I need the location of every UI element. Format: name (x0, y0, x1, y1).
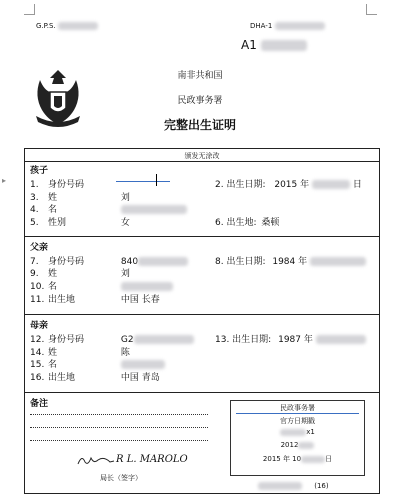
stamp-office: 民政事务署 (280, 404, 315, 412)
margin-arrow: ▸ (2, 176, 7, 185)
document-title: 完整出生证明 (163, 118, 236, 132)
father-givenname-row: 10. 名 (30, 279, 173, 292)
mother-surname-row: 14. 姓 陈 (30, 348, 130, 358)
child-birth-place: 6. 出生地: 桑顿 (215, 218, 280, 228)
stamp-code: x1 (230, 428, 365, 436)
page-corner-mark (24, 4, 35, 15)
stamp-date: 2015 年 10 日 (262, 455, 333, 463)
child-sex-row: 5. 性别 女 (30, 218, 130, 228)
signature-scribble (76, 452, 116, 468)
id-input-underline (116, 181, 170, 182)
stamp-year: 2012 (230, 441, 365, 449)
divider (24, 236, 380, 237)
remarks-line (30, 414, 208, 415)
remarks-line (30, 440, 208, 441)
remarks-section-title: 备注 (30, 399, 49, 409)
mother-birthplace-row: 16. 出生地 中国 青岛 (30, 373, 160, 383)
mother-section-title: 母亲 (30, 321, 49, 331)
serial-number: A1 (241, 38, 307, 52)
department-name: 民政事务署 (177, 96, 223, 106)
child-givenname-row: 4. 名 (30, 202, 187, 215)
mother-givenname-row: 15. 名 (30, 357, 165, 370)
table-heading: 颁发无涂改 (184, 152, 220, 160)
child-id-row: 1. 身份号码 (30, 180, 85, 190)
father-surname-row: 9. 姓 刘 (30, 269, 130, 279)
divider (24, 314, 380, 315)
father-birthplace-row: 11. 出生地 中国 长春 (30, 295, 160, 305)
text-cursor (156, 174, 157, 186)
footer-code: (16) (258, 482, 329, 490)
signer-title: 局长（签字） (100, 474, 142, 482)
stamp-title: 官方日期戳 (280, 417, 315, 425)
father-id-row: 7. 身份号码 840 (30, 254, 188, 267)
dha-code: DHA-1 (250, 22, 325, 30)
mother-birth-date: 13. 出生日期: 1987 年 (215, 332, 366, 345)
child-birth-date: 2. 出生日期: 2015 年 日 (215, 180, 362, 190)
child-surname-row: 3. 姓 刘 (30, 193, 130, 203)
mother-id-row: 12. 身份号码 G2 (30, 332, 194, 345)
divider (24, 161, 380, 162)
divider (24, 392, 380, 393)
stamp-divider (236, 413, 359, 414)
country-name: 南非共和国 (177, 71, 223, 81)
remarks-line (30, 427, 208, 428)
page-corner-mark (366, 4, 377, 15)
signature-name: R L. MAROLO (116, 454, 188, 465)
child-section-title: 孩子 (30, 166, 49, 176)
father-birth-date: 8. 出生日期: 1984 年 (215, 254, 366, 267)
gps-code: G.P.S. (36, 22, 98, 30)
father-section-title: 父亲 (30, 243, 49, 253)
